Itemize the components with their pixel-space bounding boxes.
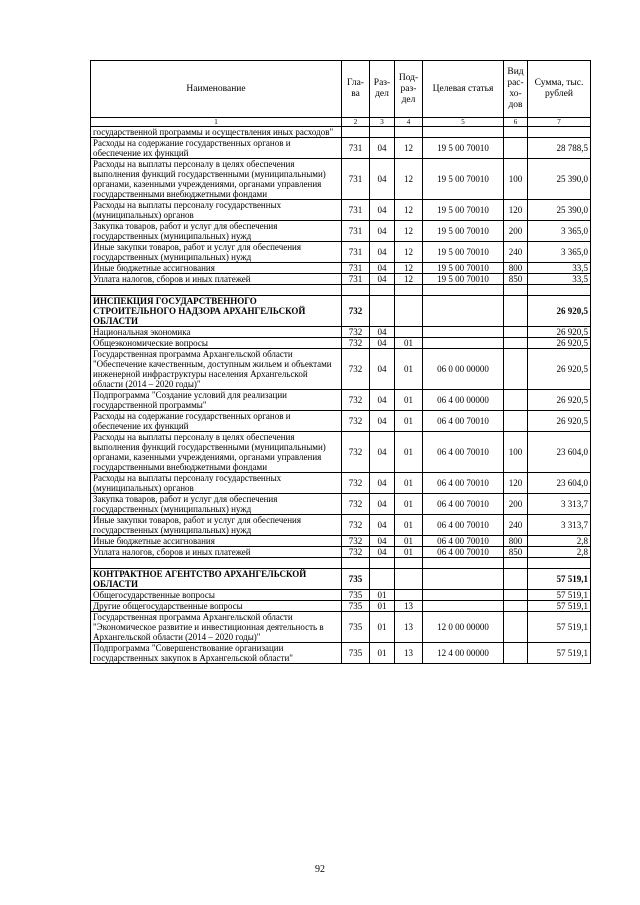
row-expense-type: 800	[504, 263, 528, 274]
table-row	[91, 515, 591, 536]
row-target	[423, 601, 504, 612]
row-section: 01	[370, 643, 395, 664]
row-expense-type: 100	[504, 432, 528, 473]
blank-cell	[91, 558, 342, 569]
blank-cell	[504, 285, 528, 296]
row-name: Общегосударственные вопросы	[91, 590, 342, 601]
row-name: Расходы на выплаты персоналу государственных (муниципальных) органов	[91, 200, 342, 221]
row-target: 06 0 00 00000	[423, 349, 504, 390]
table-row	[91, 612, 591, 643]
table-row	[91, 411, 591, 432]
row-sum: 2,8	[528, 547, 591, 558]
row-sum: 3 313,7	[528, 494, 591, 515]
table-row	[91, 338, 591, 349]
row-expense-type	[504, 601, 528, 612]
blank-cell	[342, 285, 370, 296]
row-section: 04	[370, 494, 395, 515]
row-target: 19 5 00 70010	[423, 242, 504, 263]
row-subsection: 12	[395, 159, 423, 200]
row-chapter: 732	[342, 390, 370, 411]
row-expense-type	[504, 296, 528, 327]
row-sum: 26 920,5	[528, 296, 591, 327]
row-chapter: 735	[342, 643, 370, 664]
row-name: Уплата налогов, сборов и иных платежей	[91, 274, 342, 285]
row-chapter: 732	[342, 411, 370, 432]
table-row	[91, 569, 591, 590]
row-expense-type: 200	[504, 494, 528, 515]
row-sum: 3 313,7	[528, 515, 591, 536]
row-section: 01	[370, 590, 395, 601]
row-chapter: 731	[342, 159, 370, 200]
header-row	[91, 61, 591, 118]
row-section	[370, 296, 395, 327]
row-name: Расходы на содержание государственных органов и обеспечение их функций	[91, 138, 342, 159]
table-row	[91, 200, 591, 221]
header-subsection: Под-раз-дел	[395, 61, 423, 118]
row-chapter: 732	[342, 494, 370, 515]
blank-cell	[504, 558, 528, 569]
row-chapter: 732	[342, 536, 370, 547]
row-name: Национальная экономика	[91, 327, 342, 338]
row-subsection	[395, 590, 423, 601]
row-target: 06 4 00 70010	[423, 494, 504, 515]
row-name: Иные бюджетные ассигнования	[91, 536, 342, 547]
row-sum: 33,5	[528, 274, 591, 285]
row-sum: 3 365,0	[528, 221, 591, 242]
table-row	[91, 159, 591, 200]
row-sum: 3 365,0	[528, 242, 591, 263]
column-number: 4	[395, 118, 423, 127]
row-name: Общеэкономические вопросы	[91, 338, 342, 349]
table-row	[91, 643, 591, 664]
row-chapter: 735	[342, 612, 370, 643]
row-name: КОНТРАКТНОЕ АГЕНТСТВО АРХАНГЕЛЬСКОЙ ОБЛАСТИ	[91, 569, 342, 590]
row-subsection: 13	[395, 612, 423, 643]
row-subsection: 12	[395, 138, 423, 159]
row-expense-type	[504, 643, 528, 664]
row-name: Расходы на содержание государственных органов и обеспечение их функций	[91, 411, 342, 432]
table-row	[91, 296, 591, 327]
table-row	[91, 601, 591, 612]
row-subsection: 01	[395, 390, 423, 411]
row-target: 19 5 00 70010	[423, 221, 504, 242]
row-section: 04	[370, 338, 395, 349]
row-expense-type: 850	[504, 547, 528, 558]
row-target	[423, 327, 504, 338]
blank-cell	[395, 558, 423, 569]
row-target: 19 5 00 70010	[423, 159, 504, 200]
blank-cell	[423, 558, 504, 569]
row-sum: 25 390,0	[528, 159, 591, 200]
row-expense-type: 800	[504, 536, 528, 547]
row-expense-type	[504, 127, 528, 138]
row-expense-type: 850	[504, 274, 528, 285]
table-row	[91, 473, 591, 494]
row-sum: 57 519,1	[528, 612, 591, 643]
row-subsection	[395, 327, 423, 338]
row-section: 04	[370, 263, 395, 274]
row-target: 06 4 00 70010	[423, 536, 504, 547]
row-sum: 26 920,5	[528, 327, 591, 338]
row-name: Расходы на выплаты персоналу государственных (муниципальных) органов	[91, 473, 342, 494]
row-chapter: 731	[342, 274, 370, 285]
blank-row	[91, 285, 591, 296]
column-number: 6	[504, 118, 528, 127]
row-target	[423, 338, 504, 349]
row-target: 06 4 00 70010	[423, 411, 504, 432]
row-sum: 57 519,1	[528, 569, 591, 590]
header-sum: Сумма, тыс. рублей	[528, 61, 591, 118]
row-chapter: 731	[342, 200, 370, 221]
row-subsection: 01	[395, 494, 423, 515]
row-chapter: 732	[342, 515, 370, 536]
row-section	[370, 127, 395, 138]
blank-cell	[423, 285, 504, 296]
row-subsection	[395, 296, 423, 327]
row-subsection: 12	[395, 221, 423, 242]
row-expense-type: 120	[504, 200, 528, 221]
row-target: 06 4 00 00000	[423, 390, 504, 411]
row-name: Подпрограмма "Совершенствование организации государственных закупок в Архангельской области"	[91, 643, 342, 664]
blank-cell	[528, 558, 591, 569]
table-row	[91, 221, 591, 242]
row-expense-type: 120	[504, 473, 528, 494]
row-target	[423, 569, 504, 590]
row-target: 19 5 00 70010	[423, 274, 504, 285]
row-expense-type: 240	[504, 242, 528, 263]
row-target: 19 5 00 70010	[423, 263, 504, 274]
row-chapter: 732	[342, 296, 370, 327]
table-row	[91, 127, 591, 138]
row-sum: 2,8	[528, 536, 591, 547]
row-subsection: 01	[395, 473, 423, 494]
row-chapter: 732	[342, 349, 370, 390]
row-chapter: 732	[342, 547, 370, 558]
row-target: 12 4 00 00000	[423, 643, 504, 664]
row-name: Закупка товаров, работ и услуг для обеспечения государственных (муниципальных) нужд	[91, 221, 342, 242]
row-name: ИНСПЕКЦИЯ ГОСУДАРСТВЕННОГО СТРОИТЕЛЬНОГО НАДЗОРА АРХАНГЕЛЬСКОЙ ОБЛАСТИ	[91, 296, 342, 327]
row-section: 04	[370, 138, 395, 159]
row-section: 04	[370, 515, 395, 536]
row-target	[423, 296, 504, 327]
row-name: Иные бюджетные ассигнования	[91, 263, 342, 274]
blank-cell	[370, 285, 395, 296]
page-number: 92	[315, 864, 325, 875]
row-expense-type	[504, 338, 528, 349]
row-chapter: 735	[342, 601, 370, 612]
row-section: 04	[370, 390, 395, 411]
table-row	[91, 263, 591, 274]
row-target: 06 4 00 70010	[423, 473, 504, 494]
row-expense-type	[504, 349, 528, 390]
row-chapter: 731	[342, 242, 370, 263]
row-section: 01	[370, 612, 395, 643]
row-sum	[528, 127, 591, 138]
row-section: 04	[370, 221, 395, 242]
blank-cell	[395, 285, 423, 296]
row-sum: 26 920,5	[528, 411, 591, 432]
row-subsection: 13	[395, 643, 423, 664]
table-body	[91, 127, 591, 664]
row-sum: 25 390,0	[528, 200, 591, 221]
row-expense-type: 240	[504, 515, 528, 536]
row-subsection: 12	[395, 263, 423, 274]
budget-table	[90, 60, 591, 664]
row-name: Государственная программа Архангельской области "Экономическое развитие и инвестиционная деятельность в Архангельской области (2014 – 2020 годы)"	[91, 612, 342, 643]
row-section: 04	[370, 159, 395, 200]
header-chapter: Гла-ва	[342, 61, 370, 118]
row-subsection: 01	[395, 411, 423, 432]
row-section: 04	[370, 200, 395, 221]
row-section	[370, 569, 395, 590]
row-section: 04	[370, 349, 395, 390]
row-chapter: 731	[342, 263, 370, 274]
column-number-row	[91, 118, 591, 127]
column-number: 3	[370, 118, 395, 127]
table-row	[91, 432, 591, 473]
row-name: Подпрограмма "Создание условий для реализации государственной программы"	[91, 390, 342, 411]
table-row	[91, 590, 591, 601]
table-row	[91, 536, 591, 547]
row-subsection: 01	[395, 515, 423, 536]
table-row	[91, 547, 591, 558]
row-section: 04	[370, 547, 395, 558]
row-name: Иные закупки товаров, работ и услуг для обеспечения государственных (муниципальных) нужд	[91, 242, 342, 263]
header-section: Раз-дел	[370, 61, 395, 118]
row-name: Расходы на выплаты персоналу в целях обеспечения выполнения функций государственными (муниципальными) органами, казенными учреждениями, органами управления государственными внебюджетными фондами	[91, 159, 342, 200]
row-sum: 23 604,0	[528, 473, 591, 494]
table-row	[91, 242, 591, 263]
row-section: 04	[370, 327, 395, 338]
row-subsection: 12	[395, 200, 423, 221]
row-expense-type	[504, 612, 528, 643]
row-subsection	[395, 127, 423, 138]
row-chapter	[342, 127, 370, 138]
row-sum: 26 920,5	[528, 338, 591, 349]
row-sum: 28 788,5	[528, 138, 591, 159]
row-expense-type: 100	[504, 159, 528, 200]
column-number: 7	[528, 118, 591, 127]
row-target: 19 5 00 70010	[423, 138, 504, 159]
row-expense-type	[504, 569, 528, 590]
row-subsection: 12	[395, 242, 423, 263]
row-sum: 23 604,0	[528, 432, 591, 473]
row-subsection	[395, 569, 423, 590]
row-sum: 57 519,1	[528, 590, 591, 601]
column-number: 1	[91, 118, 342, 127]
row-name: Другие общегосударственные вопросы	[91, 601, 342, 612]
row-subsection: 13	[395, 601, 423, 612]
row-subsection: 01	[395, 536, 423, 547]
row-chapter: 732	[342, 338, 370, 349]
row-name: Закупка товаров, работ и услуг для обеспечения государственных (муниципальных) нужд	[91, 494, 342, 515]
row-target	[423, 127, 504, 138]
row-section: 01	[370, 601, 395, 612]
blank-cell	[528, 285, 591, 296]
table-row	[91, 494, 591, 515]
row-section: 04	[370, 432, 395, 473]
row-subsection: 01	[395, 432, 423, 473]
row-chapter: 735	[342, 569, 370, 590]
row-name: Уплата налогов, сборов и иных платежей	[91, 547, 342, 558]
row-target	[423, 590, 504, 601]
header-name: Наименование	[91, 61, 342, 118]
blank-row	[91, 558, 591, 569]
blank-cell	[91, 285, 342, 296]
row-expense-type	[504, 590, 528, 601]
row-section: 04	[370, 473, 395, 494]
blank-cell	[342, 558, 370, 569]
table-row	[91, 274, 591, 285]
row-sum: 26 920,5	[528, 390, 591, 411]
table-row	[91, 327, 591, 338]
blank-cell	[370, 558, 395, 569]
row-expense-type: 200	[504, 221, 528, 242]
table-row	[91, 349, 591, 390]
row-subsection: 12	[395, 274, 423, 285]
row-expense-type	[504, 138, 528, 159]
row-name: Государственная программа Архангельской области "Обеспечение качественным, доступным жильем и объектами инженерной инфраструктуры населения Архангельской области (2014 – 2020 годы)"	[91, 349, 342, 390]
row-subsection: 01	[395, 547, 423, 558]
row-section: 04	[370, 411, 395, 432]
column-number: 5	[423, 118, 504, 127]
row-name: Расходы на выплаты персоналу в целях обеспечения выполнения функций государственными (муниципальными) органами, казенными учреждениями, органами управления государственными внебюджетными фондами	[91, 432, 342, 473]
row-target: 19 5 00 70010	[423, 200, 504, 221]
row-chapter: 732	[342, 473, 370, 494]
row-chapter: 732	[342, 327, 370, 338]
row-chapter: 731	[342, 138, 370, 159]
row-expense-type	[504, 390, 528, 411]
header-target: Целевая статья	[423, 61, 504, 118]
header-expense-type: Вид рас-хо-дов	[504, 61, 528, 118]
row-target: 06 4 00 70010	[423, 432, 504, 473]
row-chapter: 732	[342, 432, 370, 473]
row-chapter: 731	[342, 221, 370, 242]
row-target: 12 0 00 00000	[423, 612, 504, 643]
column-number: 2	[342, 118, 370, 127]
row-section: 04	[370, 274, 395, 285]
row-expense-type	[504, 327, 528, 338]
row-target: 06 4 00 70010	[423, 515, 504, 536]
row-section: 04	[370, 536, 395, 547]
row-sum: 57 519,1	[528, 643, 591, 664]
row-section: 04	[370, 242, 395, 263]
row-sum: 26 920,5	[528, 349, 591, 390]
row-name: Иные закупки товаров, работ и услуг для обеспечения государственных (муниципальных) нужд	[91, 515, 342, 536]
row-name: государственной программы и осуществления иных расходов"	[91, 127, 342, 138]
table-row	[91, 390, 591, 411]
row-target: 06 4 00 70010	[423, 547, 504, 558]
row-expense-type	[504, 411, 528, 432]
row-sum: 57 519,1	[528, 601, 591, 612]
table-row	[91, 138, 591, 159]
row-subsection: 01	[395, 349, 423, 390]
row-subsection: 01	[395, 338, 423, 349]
row-sum: 33,5	[528, 263, 591, 274]
row-chapter: 735	[342, 590, 370, 601]
